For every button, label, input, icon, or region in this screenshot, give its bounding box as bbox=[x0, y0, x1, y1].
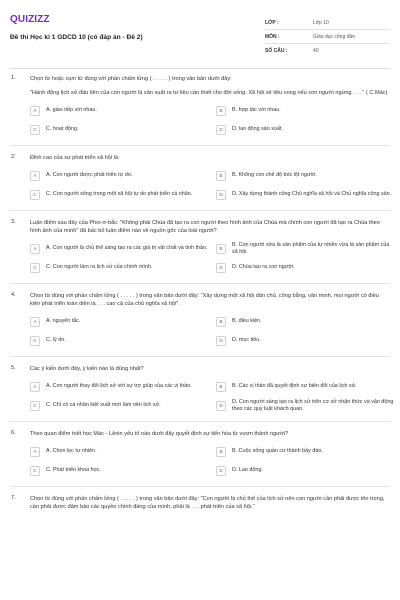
option-text: D. Con người sáng tạo ra lịch sử trên cơ sở nhận thức và vận động theo các quy luật khách quan. bbox=[232, 398, 394, 412]
option-text: C. lý do. bbox=[46, 337, 66, 343]
option-letter: C bbox=[30, 125, 40, 135]
question-divider bbox=[10, 145, 390, 146]
option-letter: A bbox=[30, 382, 40, 392]
option-d[interactable] bbox=[216, 398, 396, 413]
option-text: D. lao động sản xuất. bbox=[232, 126, 283, 132]
question-quote: "Hành động lịch sử đầu tiên của con người là sản xuất ra tư liệu cần thiết cho đời sống. Xã hội sẽ tiêu vong nếu con người ngừng . . . " ( C.Mác) bbox=[30, 90, 388, 96]
option-d[interactable] bbox=[216, 187, 396, 202]
question-number: 3. bbox=[11, 219, 16, 225]
option-letter: B bbox=[216, 447, 226, 457]
answer-options bbox=[30, 314, 390, 348]
question-number: 2. bbox=[11, 154, 16, 160]
option-text: C. Phát triển khoa học. bbox=[46, 467, 101, 473]
question-text: Chọn từ hoặc cụm từ đúng với phần chấm lửng ( . . . . . ) trong văn bản dưới đây: bbox=[30, 76, 232, 82]
option-b[interactable] bbox=[216, 168, 396, 183]
question-6 bbox=[10, 430, 390, 478]
option-letter: C bbox=[30, 466, 40, 476]
option-a[interactable] bbox=[30, 379, 210, 394]
option-text: C. Chỉ có cá nhân kiệt xuất mới làm nên lịch sử. bbox=[46, 402, 161, 408]
option-d[interactable] bbox=[216, 333, 396, 348]
question-text: Chọn từ đúng với phần chấm lửng ( . . . . . ) trong văn bản dưới đây: "Xây dựng một xã hội dân chủ, công bằng, văn minh, mọi người có điều kiện phát triển toàn diện là . . . cao cả của chủ nghĩa xã hội". bbox=[30, 293, 379, 307]
question-list bbox=[10, 75, 394, 511]
option-c[interactable] bbox=[30, 187, 210, 202]
option-letter: D bbox=[216, 466, 226, 476]
meta-label: LỚP : bbox=[265, 19, 279, 26]
document-header bbox=[10, 14, 390, 66]
option-letter: A bbox=[30, 171, 40, 181]
option-a[interactable] bbox=[30, 241, 210, 256]
question-text: Các ý kiến dưới đây, ý kiến nào là đúng nhất? bbox=[30, 366, 144, 372]
answer-options bbox=[30, 379, 394, 413]
option-text: C. hoạt động. bbox=[46, 126, 79, 132]
option-d[interactable] bbox=[216, 463, 396, 478]
option-text: D. Lao động. bbox=[232, 467, 263, 473]
question-1 bbox=[10, 75, 390, 137]
question-number: 1. bbox=[11, 75, 16, 81]
option-b[interactable] bbox=[216, 314, 396, 329]
question-4 bbox=[10, 292, 390, 348]
question-text: Luận điểm sau đây của Phoi-ơ-bắc: "Không phải Chúa đã tạo ra con người theo hình ảnh của Chúa mà chính con người đã tạo ra Chúa theo hình ảnh của mình" đã bác bỏ luận điểm nào về nguồn gốc của loài người? bbox=[30, 220, 380, 234]
option-text: C. Con người sống trong một xã hội tự do phát triển cá nhân. bbox=[46, 191, 193, 197]
option-text: A. Chọn lọc tự nhiên. bbox=[46, 448, 97, 454]
option-d[interactable] bbox=[216, 122, 396, 137]
option-text: D. mục tiêu. bbox=[232, 337, 261, 343]
option-text: B. Không còn chế độ bóc lột người. bbox=[232, 172, 317, 178]
option-text: A. nguyên tắc. bbox=[46, 318, 81, 324]
option-text: B. Các vị thần đã quyết định sự biến đổi của lịch sử. bbox=[232, 383, 357, 389]
question-5 bbox=[10, 365, 394, 413]
option-a[interactable] bbox=[30, 444, 210, 459]
option-text: A. Con người được phát triển tự do. bbox=[46, 172, 133, 178]
option-letter: C bbox=[30, 401, 40, 411]
option-d[interactable] bbox=[216, 260, 396, 275]
meta-label: MÔN : bbox=[265, 33, 280, 40]
question-3 bbox=[10, 219, 390, 275]
answer-options bbox=[30, 168, 390, 202]
question-2 bbox=[10, 154, 390, 202]
question-divider bbox=[10, 486, 390, 487]
option-letter: C bbox=[30, 190, 40, 200]
question-text: Chọn từ đúng với phần chấm lửng ( . . . . . ) trong văn bản dưới đây: "Con người là chủ thể của lịch sử nên con người cần phải được tôn trọng, cần phải được đảm bảo các quyền chính đáng của mình, phải là . . . phát triển của xã hội." bbox=[30, 496, 385, 510]
answer-options bbox=[30, 444, 390, 478]
meta-row-subject bbox=[265, 30, 390, 44]
question-text: Đỉnh cao của sự phát triển xã hội là: bbox=[30, 155, 120, 161]
option-c[interactable] bbox=[30, 260, 210, 275]
header-divider bbox=[10, 68, 390, 69]
meta-table bbox=[265, 16, 390, 58]
option-letter: D bbox=[216, 125, 226, 135]
question-divider bbox=[10, 421, 390, 422]
question-divider bbox=[10, 356, 390, 357]
quizizz-logo: QUIZIZZ bbox=[10, 14, 50, 25]
option-c[interactable] bbox=[30, 333, 210, 348]
option-a[interactable] bbox=[30, 103, 210, 118]
option-text: A. giao tiếp với nhau. bbox=[46, 107, 97, 113]
option-c[interactable] bbox=[30, 398, 210, 413]
option-letter: C bbox=[30, 263, 40, 273]
meta-value: Giáo dục công dân bbox=[313, 33, 355, 40]
option-letter: A bbox=[30, 317, 40, 327]
option-text: B. hợp tác với nhau. bbox=[232, 107, 281, 113]
question-number: 5. bbox=[11, 365, 16, 371]
option-letter: D bbox=[216, 401, 226, 411]
option-text: D. Xây dựng thành công Chủ nghĩa xã hội và Chủ nghĩa cộng sản. bbox=[232, 191, 392, 197]
question-divider bbox=[10, 283, 390, 284]
option-text: B. điều kiện. bbox=[232, 318, 262, 324]
option-letter: B bbox=[216, 244, 226, 254]
option-letter: A bbox=[30, 447, 40, 457]
option-letter: B bbox=[216, 106, 226, 116]
option-letter: D bbox=[216, 263, 226, 273]
option-letter: A bbox=[30, 106, 40, 116]
question-number: 7. bbox=[11, 495, 16, 501]
meta-row-class bbox=[265, 16, 390, 30]
option-a[interactable] bbox=[30, 168, 210, 183]
document-title: Đề thi Học kì 1 GDCD 10 (có đáp án - Đề 2) bbox=[10, 34, 143, 41]
meta-value: Lớp 10 bbox=[313, 19, 329, 26]
option-text: D. Chúa tạo ra con người. bbox=[232, 264, 295, 270]
meta-label: SỐ CÂU : bbox=[265, 48, 288, 54]
option-letter: C bbox=[30, 336, 40, 346]
option-letter: A bbox=[30, 244, 40, 254]
option-c[interactable] bbox=[30, 463, 210, 478]
option-text: B. Cuộc sống quần cư thành bầy đàn. bbox=[232, 448, 323, 454]
question-number: 6. bbox=[11, 430, 16, 436]
option-text: A. Con người thay đổi lịch sử với sự trợ giúp của các vị thần. bbox=[46, 383, 192, 389]
question-number: 4. bbox=[11, 292, 16, 298]
option-b[interactable] bbox=[216, 444, 396, 459]
option-text: A. Con người là chủ thể sáng tạo ra các giá trị vật chất và tinh thần. bbox=[46, 245, 208, 251]
answer-options bbox=[30, 241, 390, 275]
option-a[interactable] bbox=[30, 314, 210, 329]
option-letter: B bbox=[216, 382, 226, 392]
option-letter: D bbox=[216, 336, 226, 346]
answer-options bbox=[30, 103, 390, 137]
question-divider bbox=[10, 210, 390, 211]
option-b[interactable] bbox=[216, 241, 396, 256]
option-b[interactable] bbox=[216, 103, 396, 118]
question-text: Theo quan điểm triết học Mác - Lênin yếu tố nào dưới đây quyết định sự tiến hóa từ vượn thành người? bbox=[30, 431, 288, 437]
option-text: B. Con người vừa là sản phẩm của tự nhiên vừa là sản phẩm của xã hội. bbox=[232, 241, 390, 255]
option-b[interactable] bbox=[216, 379, 396, 394]
question-7 bbox=[10, 495, 390, 511]
option-letter: D bbox=[216, 190, 226, 200]
option-text: C. Con người làm ra lịch sử của chính mình. bbox=[46, 264, 153, 270]
meta-row-count bbox=[265, 44, 390, 58]
option-letter: B bbox=[216, 317, 226, 327]
option-letter: B bbox=[216, 171, 226, 181]
brand-block bbox=[10, 14, 260, 42]
option-c[interactable] bbox=[30, 122, 210, 137]
meta-value: 40 bbox=[313, 48, 319, 54]
